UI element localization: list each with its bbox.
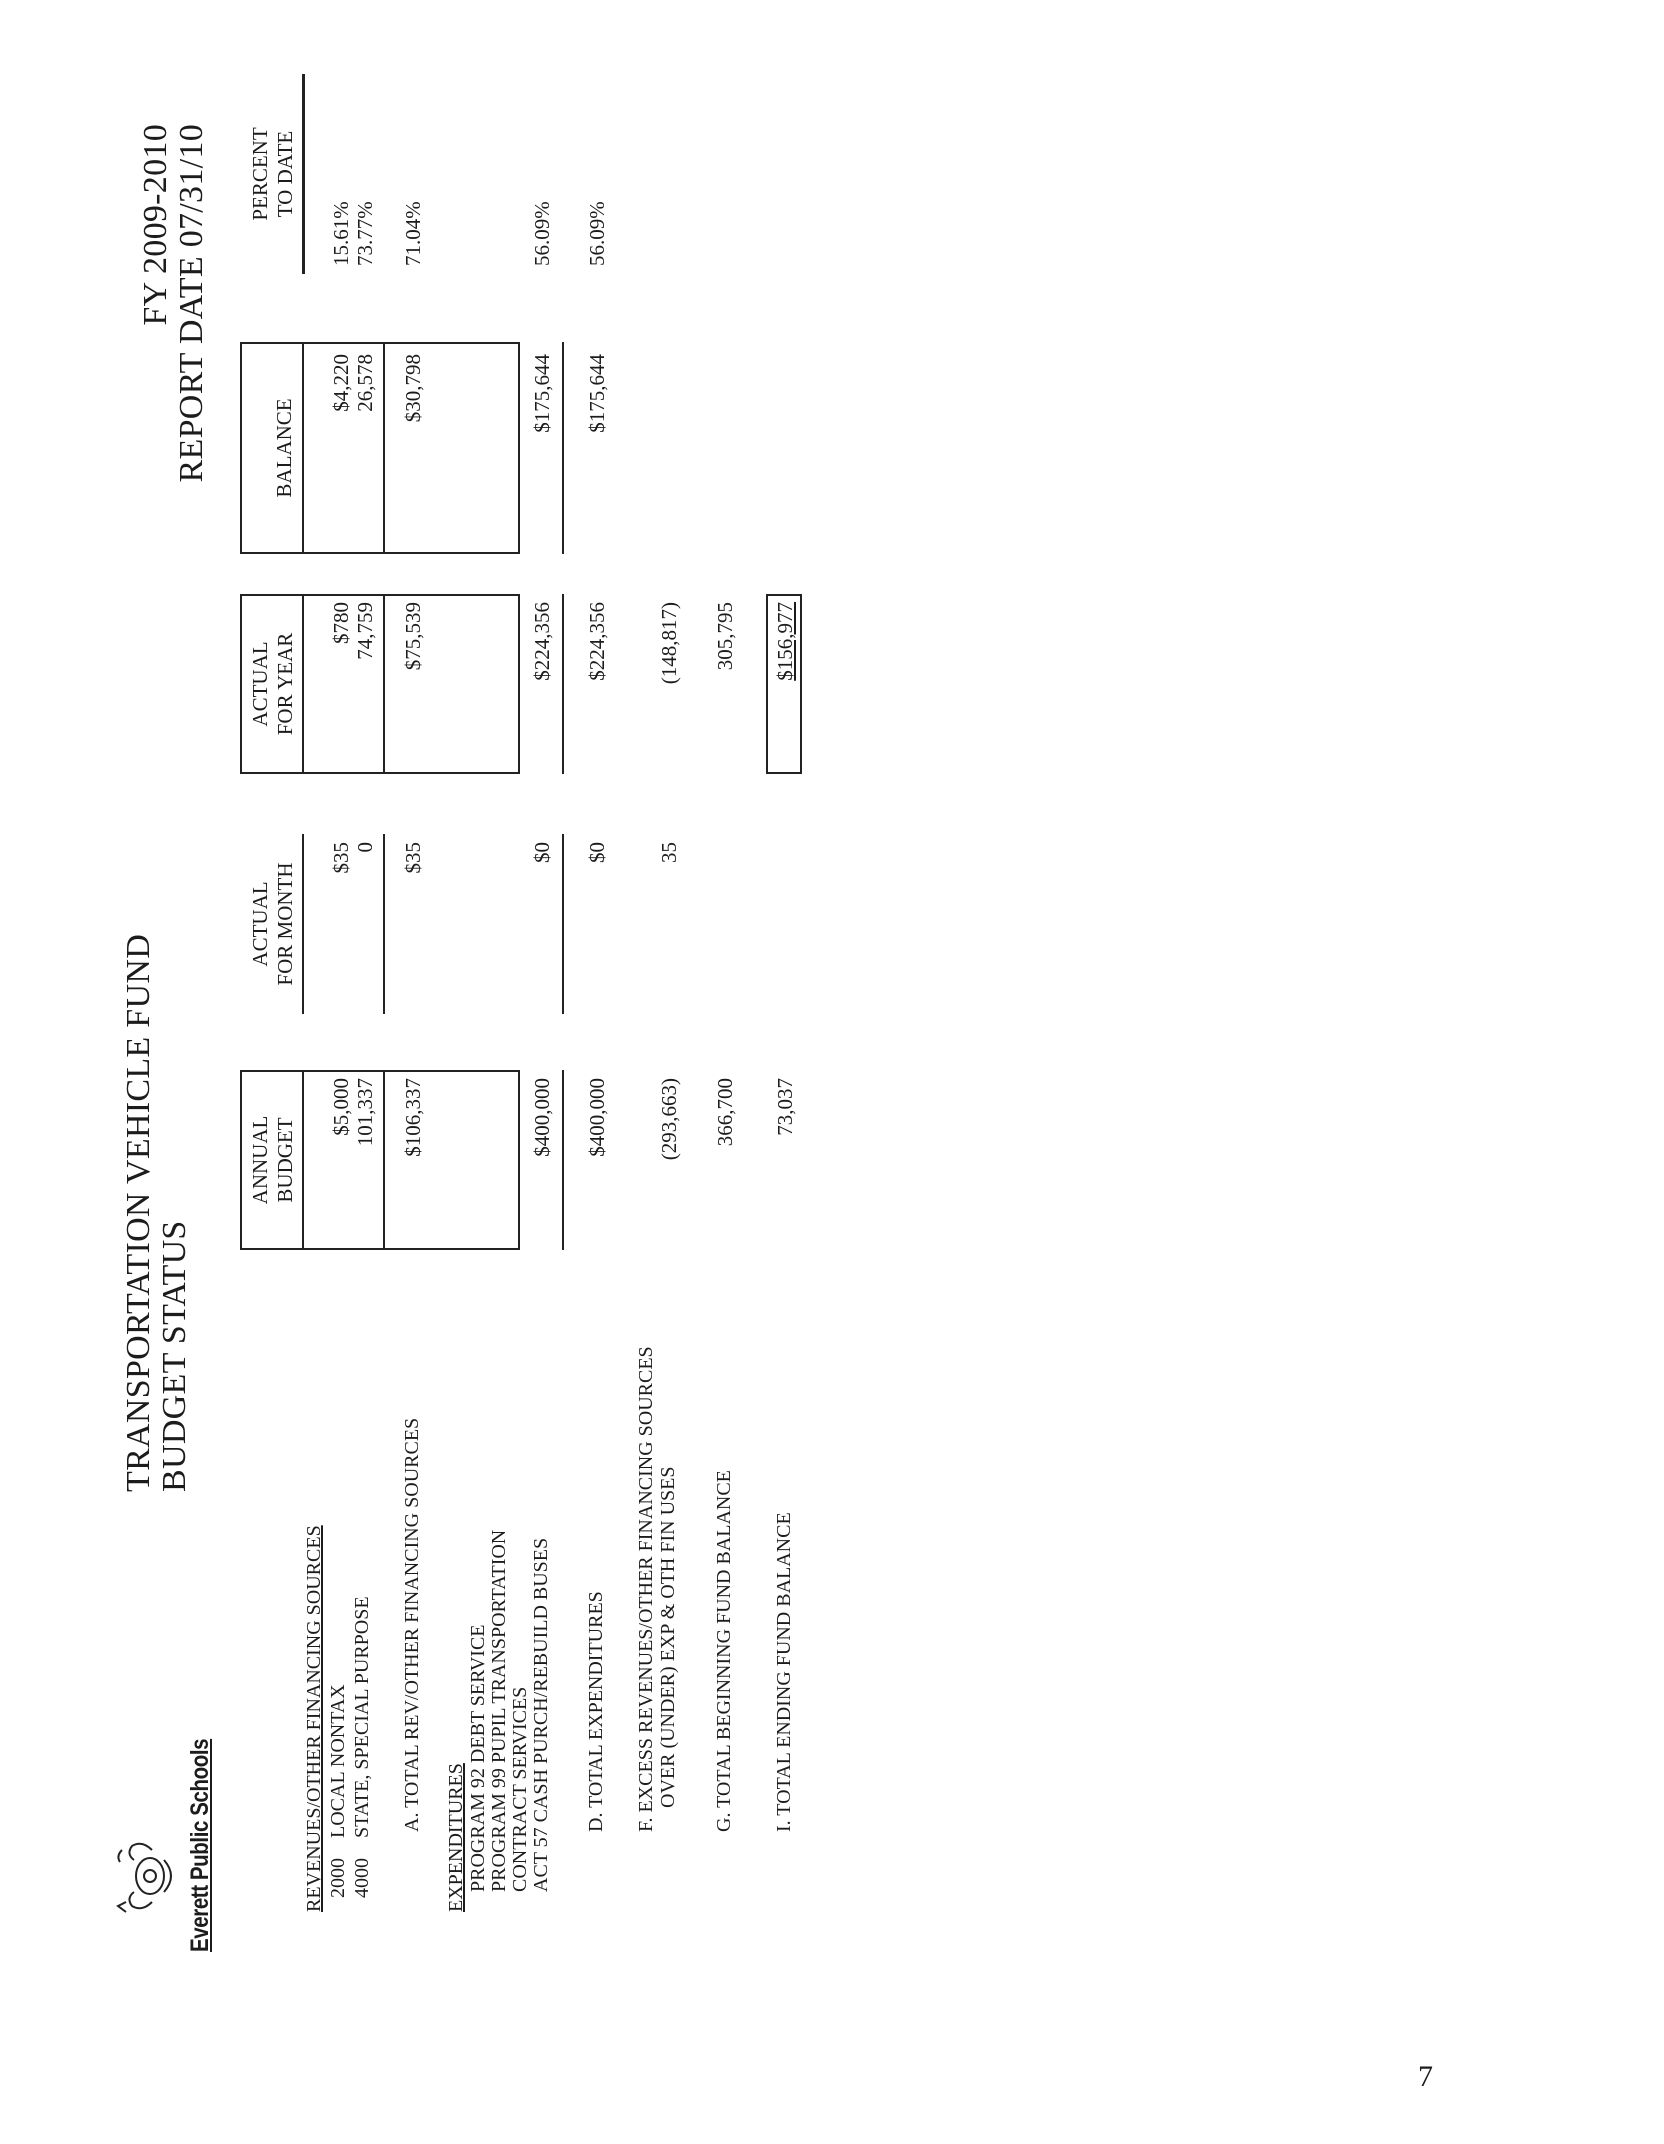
revenue-2000-percent: 15.61% [329, 201, 353, 266]
total-revenues-month: $35 [401, 842, 425, 874]
total-expenditures-label: D. TOTAL EXPENDITURES [585, 1591, 607, 1832]
revenue-label-state-special: STATE, SPECIAL PURPOSE [351, 1596, 373, 1838]
total-expenditures-balance: $175,644 [585, 354, 609, 433]
revenue-code-2000: 2000 [327, 1858, 349, 1898]
percent-header-underline [302, 74, 305, 274]
revenues-balance-subtotal-rule [383, 342, 385, 554]
actual-month-header-underline [302, 834, 304, 1014]
expenditures-budget-subtotal-rule [562, 1070, 564, 1250]
revenue-4000-year: 74,759 [353, 602, 377, 660]
expenditure-line-program-99: PROGRAM 99 PUPIL TRANSPORTATION [488, 1529, 510, 1892]
act57-month: $0 [530, 842, 554, 863]
balance-header-divider [302, 342, 304, 554]
total-revenues-percent: 71.04% [401, 201, 425, 266]
actual-month-header [248, 834, 298, 1014]
revenue-code-4000: 4000 [351, 1858, 373, 1898]
actual-month-header-line1: ACTUAL [248, 881, 272, 967]
page-number: 7 [1418, 2060, 1433, 2093]
excess-month: 35 [657, 842, 681, 863]
revenues-heading: REVENUES/OTHER FINANCING SOURCES [303, 1525, 325, 1912]
percent-header-line1: PERCENT [248, 127, 272, 221]
expenditure-line-act-57: ACT 57 CASH PURCH/REBUILD BUSES [530, 1537, 552, 1892]
report-title-line2: BUDGET STATUS [156, 1220, 193, 1492]
actual-year-header [248, 594, 298, 774]
beginning-balance-budget: 366,700 [713, 1078, 737, 1147]
ending-balance-budget: 73,037 [773, 1078, 797, 1136]
annual-budget-header-line1: ANNUAL [248, 1115, 272, 1205]
fiscal-year: FY 2009-2010 [137, 124, 174, 326]
excess-label-line2: OVER (UNDER) EXP & OTH FIN USES [657, 1466, 679, 1808]
excess-label-line1: F. EXCESS REVENUES/OTHER FINANCING SOURCES [635, 1346, 657, 1832]
revenue-2000-year: $780 [329, 602, 353, 644]
ending-balance-label: I. TOTAL ENDING FUND BALANCE [773, 1512, 795, 1832]
expenditures-year-subtotal-rule [562, 594, 564, 774]
expenditures-heading: EXPENDITURES [445, 1763, 467, 1912]
beginning-balance-year: 305,795 [713, 602, 737, 671]
expenditures-balance-subtotal-rule [562, 342, 564, 554]
annual-budget-header-line2: BUDGET [273, 1117, 297, 1203]
act57-year: $224,356 [530, 602, 554, 681]
revenue-4000-percent: 73.77% [353, 201, 377, 266]
district-logo-icon [112, 1832, 182, 1922]
district-name: Everett Public Schools [186, 1738, 214, 1952]
revenues-year-subtotal-rule [383, 594, 385, 774]
expenditure-line-program-92: PROGRAM 92 DEBT SERVICE [467, 1624, 489, 1892]
balance-header [272, 342, 297, 554]
excess-budget: (293,663) [657, 1078, 681, 1161]
beginning-balance-label: G. TOTAL BEGINNING FUND BALANCE [713, 1470, 735, 1832]
actual-month-header-line2: FOR MONTH [273, 862, 297, 986]
ending-balance-year: $156,977 [773, 602, 797, 681]
revenue-2000-month: $35 [329, 842, 353, 874]
total-expenditures-budget: $400,000 [585, 1078, 609, 1157]
balance-header-line1: BALANCE [272, 398, 296, 498]
act57-balance: $175,644 [530, 354, 554, 433]
act57-percent: 56.09% [530, 201, 554, 266]
actual-year-header-line1: ACTUAL [248, 641, 272, 727]
total-revenues-balance: $30,798 [401, 354, 425, 423]
percent-header-line2: TO DATE [273, 130, 297, 218]
total-revenues-label: A. TOTAL REV/OTHER FINANCING SOURCES [401, 1417, 423, 1832]
percent-header [248, 74, 298, 274]
report-title-line1: TRANSPORTATION VEHICLE FUND [120, 933, 157, 1492]
total-expenditures-year: $224,356 [585, 602, 609, 681]
revenue-4000-balance: 26,578 [353, 354, 377, 412]
actual-year-header-line2: FOR YEAR [273, 632, 297, 736]
total-expenditures-month: $0 [585, 842, 609, 863]
actual-year-header-divider [302, 594, 304, 774]
annual-budget-header-divider [302, 1070, 304, 1250]
revenue-2000-balance: $4,220 [329, 354, 353, 412]
act57-budget: $400,000 [530, 1078, 554, 1157]
revenue-label-local-nontax: LOCAL NONTAX [327, 1684, 349, 1838]
total-expenditures-percent: 56.09% [585, 201, 609, 266]
total-revenues-budget: $106,337 [401, 1078, 425, 1157]
annual-budget-header [248, 1070, 298, 1250]
revenue-4000-month: 0 [353, 842, 377, 853]
revenue-2000-budget: $5,000 [329, 1078, 353, 1136]
revenues-budget-subtotal-rule [383, 1070, 385, 1250]
report-date: REPORT DATE 07/31/10 [173, 124, 210, 483]
total-revenues-year: $75,539 [401, 602, 425, 671]
expenditure-line-contract-services: CONTRACT SERVICES [509, 1686, 531, 1892]
revenue-4000-budget: 101,337 [353, 1078, 377, 1147]
excess-year: (148,817) [657, 602, 681, 685]
revenues-month-subtotal-rule [383, 834, 385, 1014]
expenditures-month-subtotal-rule [562, 834, 564, 1014]
